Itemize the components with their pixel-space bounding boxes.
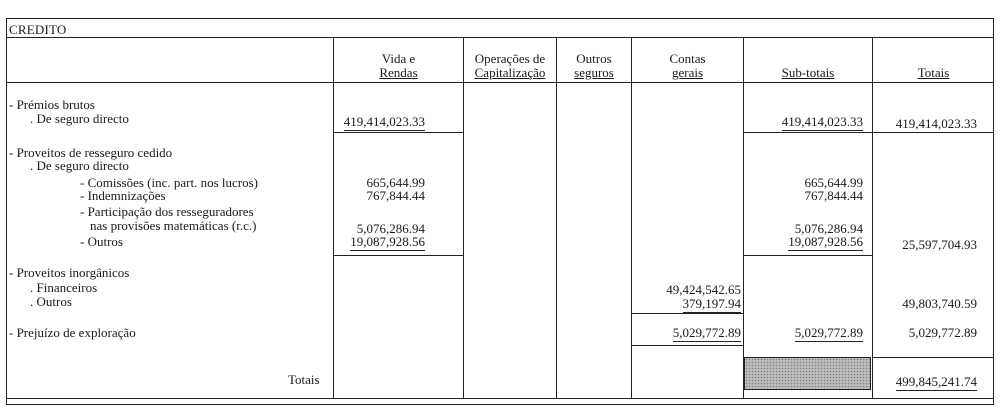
section-divider: [631, 345, 744, 346]
header-capitalizacao-line1: Operações de: [474, 51, 546, 66]
value-text: 19,087,928.56: [350, 234, 425, 249]
header-outros-line2: seguros: [574, 65, 614, 80]
row-label: - Prémios brutos: [9, 97, 95, 112]
table-title: CREDITO: [9, 22, 67, 37]
column-divider: [631, 38, 632, 398]
row-item-label: - Participação dos resseguradores: [80, 204, 254, 219]
row-item-label: - Outros: [80, 234, 123, 249]
value-text: 419,414,023.33: [343, 114, 425, 129]
header-divider: [6, 82, 994, 83]
section-divider: [872, 357, 994, 358]
value-subtotal: [782, 115, 863, 128]
section-divider: [743, 132, 994, 133]
value-vida: 5,076,286.94: [356, 221, 425, 236]
header-totais: [873, 66, 994, 80]
value-text: 19,087,928.56: [788, 234, 863, 249]
shaded-cell: [744, 357, 871, 390]
value-contas: [683, 297, 742, 310]
column-divider: [333, 38, 334, 398]
value-total: 49,803,740.59: [902, 296, 977, 311]
column-divider: [463, 38, 464, 398]
row-label: - Proveitos de resseguro cedido: [9, 145, 173, 160]
section-divider: [333, 255, 464, 256]
row-item-label-cont: nas provisões matemáticas (r.c.): [90, 218, 257, 233]
header-vida-line1: Vida e: [381, 51, 416, 66]
value-vida: 665,644.99: [366, 175, 425, 190]
footer-line: [6, 398, 994, 399]
header-contas-line2: gerais: [671, 65, 704, 80]
value-vida: [344, 115, 425, 128]
header-outros-line1: Outros: [576, 51, 612, 66]
row-sublabel: . De seguro directo: [30, 111, 129, 126]
row-sublabel: . Outros: [30, 294, 72, 309]
row-sublabel: . De seguro directo: [30, 158, 129, 173]
value-text: 5,029,772.89: [672, 325, 741, 340]
value-contas: [673, 326, 741, 339]
row-item-label: - Comissões (inc. part. nos lucros): [80, 175, 259, 190]
row-item-label: - Indemnizações: [80, 188, 166, 203]
totais-label: Totais: [288, 372, 320, 387]
value-text: 419,414,023.33: [781, 114, 863, 129]
header-subtotais: [744, 66, 872, 80]
header-vida: [334, 52, 463, 80]
column-divider: [556, 38, 557, 398]
grand-total-text: 499,845,241.74: [895, 374, 977, 389]
value-vida: [350, 235, 425, 248]
section-divider: [333, 132, 464, 133]
header-capitalizacao: [464, 52, 556, 80]
header-capitalizacao-line2: Capitalização: [474, 65, 546, 80]
header-vida-line2: Rendas: [379, 65, 418, 80]
column-divider: [872, 38, 873, 398]
header-subtotais-label: Sub-totais: [781, 65, 835, 80]
value-total: 25,597,704.93: [902, 237, 977, 252]
column-divider: [743, 38, 744, 398]
value-subtotal: [788, 235, 863, 248]
header-totais-label: Totais: [917, 65, 950, 80]
title-band: [6, 18, 994, 38]
header-outros-seguros: [557, 52, 631, 80]
value-total: 419,414,023.33: [895, 116, 977, 131]
grand-total: [896, 375, 977, 388]
value-subtotal: 5,076,286.94: [794, 221, 863, 236]
value-text: 5,029,772.89: [794, 325, 863, 340]
row-sublabel: . Financeiros: [30, 280, 98, 295]
value-subtotal: [795, 326, 863, 339]
row-label: - Prejuízo de exploração: [9, 325, 136, 340]
value-total: 5,029,772.89: [908, 325, 977, 340]
value-subtotal: 665,644.99: [804, 175, 863, 190]
section-divider: [743, 255, 873, 256]
header-contas-gerais: [632, 52, 743, 80]
header-contas-line1: Contas: [669, 51, 706, 66]
section-divider: [631, 313, 744, 314]
value-contas: 49,424,542.65: [666, 282, 741, 297]
row-label: - Proveitos inorgânicos: [9, 265, 130, 280]
value-vida: 767,844.44: [366, 188, 425, 203]
value-subtotal: 767,844.44: [804, 188, 863, 203]
value-text: 379,197.94: [682, 296, 741, 311]
